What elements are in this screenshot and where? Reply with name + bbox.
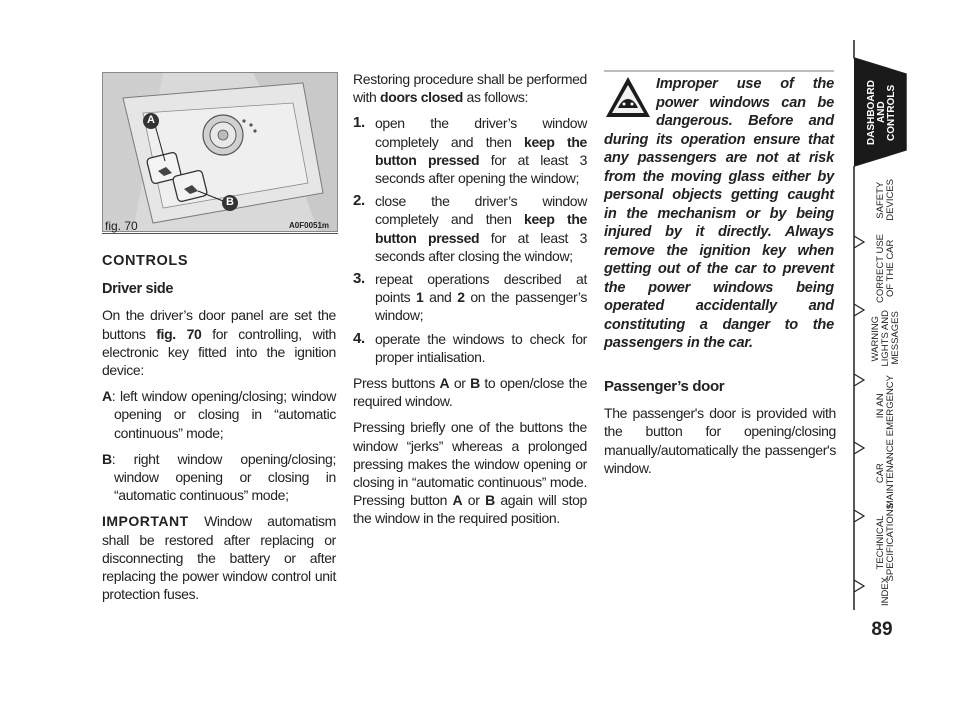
nav-tab-correct-use[interactable]: CORRECT USE OF THE CAR (875, 233, 896, 303)
nav-tab-safety[interactable]: SAFETY DEVICES (875, 179, 896, 221)
nav-tab-dashboard[interactable]: DASHBOARD AND CONTROLS (866, 79, 897, 145)
press-paragraph: Press buttons A or B to open/close the required window. (353, 375, 588, 410)
warning-top-rule (604, 70, 834, 72)
warning-box (604, 75, 834, 353)
item-a: A: left window opening/closing; window opening or closing in “automatic continuous” mode; (102, 388, 336, 441)
nav-tab-emergency[interactable]: IN AN EMERGENCY (875, 375, 896, 437)
intro-paragraph: On the driver’s door panel are set the buttons fig. 70 for controlling, with electronic key fitted into the ignition device: (102, 307, 336, 379)
item-b: B: right window opening/closing; window opening or closing in “automatic continuous” mode; (102, 450, 336, 504)
nav-tab-index[interactable]: INDEX (880, 577, 891, 607)
restore-intro: Restoring procedure shall be performed with doors closed as follows: (353, 71, 587, 106)
column-1 (102, 252, 336, 611)
section-heading: CONTROLS (102, 253, 189, 269)
subheading-driver-side: Driver side (102, 281, 174, 298)
callout-a: A (147, 114, 155, 126)
step-1: 1. open the driver’s window completely and then keep the button pressed for at least 3 seconds after opening the window; (353, 114, 588, 187)
nav-tab-maintenance[interactable]: CAR MAINTENANCE (875, 439, 896, 509)
door-panel-illustration (103, 73, 337, 231)
figure-rule (102, 233, 338, 234)
figure-label: fig. 70 (105, 219, 138, 233)
important-note: IMPORTANT Window automatism shall be restored after replacing or disconnecting the battery or after replacing the power window control unit protection fuses. (102, 513, 336, 603)
figure-70-door-panel (102, 72, 338, 232)
warning-icon (604, 75, 656, 129)
page-number: 89 (871, 619, 893, 640)
nav-tab-technical-specs[interactable]: TECHNICAL SPECIFICATIONS (875, 502, 896, 582)
figure-code: A0F0051m (289, 221, 330, 230)
warning-text: Improper use of the power windows can be dangerous. Before and during its operation ensure that any passengers are not at risk from the moving glass either by personal objects getting caught in the mechanism or by being injured by it directly. Always remove the ignition key when getting out of the car to prevent the power windows being operated accidentally and constituting a danger to the passengers in the car. (604, 76, 834, 351)
callout-b: B (226, 196, 234, 208)
passenger-paragraph: The passenger's door is provided with the button for opening/closing manually/automatically the passenger's window. (604, 405, 836, 476)
nav-tab-warning-lights[interactable]: WARNING LIGHTS AND MESSAGES (870, 309, 901, 367)
subheading-passenger-door: Passenger’s door (604, 378, 725, 395)
pressing-paragraph: Pressing briefly one of the buttons the window “jerks” whereas a prolonged pressing makes the window opening or closing in “automatic continuous” mode. Pressing button A or B again will stop the window in the required position. (353, 419, 587, 527)
step-3: 3. repeat operations described at points 1 and 2 on the passenger’s window; (353, 270, 587, 324)
column-3-lower (604, 378, 836, 485)
column-2 (353, 70, 587, 536)
step-2: 2. close the driver’s window completely and then keep the button pressed for at least 3 seconds after closing the window; (353, 192, 588, 264)
step-4: 4. operate the windows to check for proper intialisation. (353, 329, 587, 365)
